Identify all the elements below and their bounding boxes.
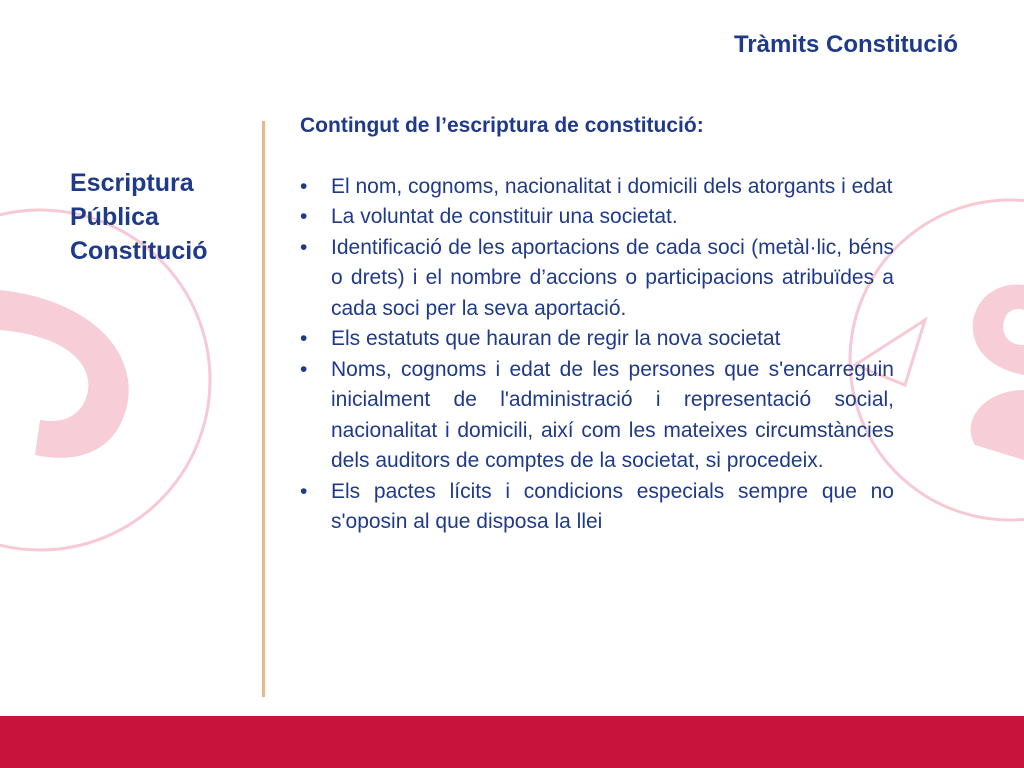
list-item-text: Identificació de les aportacions de cada soci (metàl·lic, béns o drets) i el nombre d’accions o participacions atribuïdes a cada soci per la seva aportació. [331,235,894,320]
list-item-text: El nom, cognoms, nacionalitat i domicili dels atorgants i edat [331,174,893,198]
footer-bar [0,716,1024,768]
bullet-icon: • [300,357,308,381]
content-panel [300,111,894,538]
list-item-text: Els pactes lícits i condicions especials sempre que no s'oposin al que disposa la llei [331,479,894,533]
section-title-line: Pública [70,203,159,231]
bullet-icon: • [300,327,308,350]
bullet-icon: • [300,174,308,198]
list-item [300,324,894,355]
section-title [70,166,260,268]
list-item [300,477,894,538]
list-item [300,233,894,325]
bullet-icon: • [300,205,308,228]
section-title-line: Escriptura [70,169,194,197]
section-title-line: Constitució [70,237,208,265]
vertical-divider [262,121,265,697]
list-item [300,355,894,477]
bullet-icon: • [300,479,308,503]
list-item-text: Els estatuts que hauran de regir la nova societat [331,327,781,350]
list-item [300,172,894,203]
list-item [300,202,894,233]
content-heading: Contingut de l’escriptura de constitució: [300,114,704,137]
list-item-text: La voluntat de constituir una societat. [331,205,678,228]
bullet-list [300,172,894,538]
list-item-text: Noms, cognoms i edat de les persones que s'encarreguin inicialment de l'administració i representació social, nacionalitat i domicili, així com les mateixes circumstàncies dels auditors de comptes de la societat, si procedeix. [331,357,894,472]
bullet-icon: • [300,235,308,259]
page-title: Tràmits Constitució [733,31,958,58]
